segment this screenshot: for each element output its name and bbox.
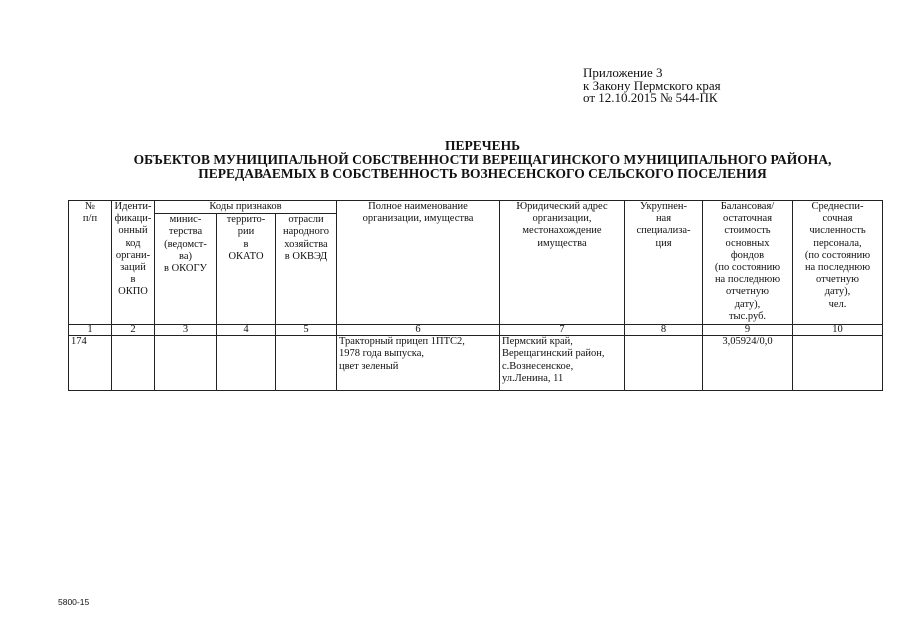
appendix-line-1: Приложение 3 [583, 65, 663, 80]
appendix-line-2: к Закону Пермского края [583, 77, 721, 93]
column-number: 2 [112, 325, 155, 336]
appendix-reference [583, 67, 721, 105]
title-line-3: ПЕРЕДАВАЕМЫХ В СОБСТВЕННОСТЬ ВОЗНЕСЕНСКОГО СЕЛЬСКОГО ПОСЕЛЕНИЯ [198, 166, 767, 181]
title-line-1: ПЕРЕЧЕНЬ [444, 138, 521, 153]
document-title [60, 139, 905, 181]
property-list-table [68, 200, 883, 391]
column-number: 3 [155, 325, 217, 336]
cell-address: Пермский край, Верещагинский район, с.Вознесенское, ул.Ленина, 11 [500, 336, 625, 391]
header-okved: отрасли народного хозяйства в ОКВЭД [276, 214, 337, 325]
footer-code: 5800-15 [58, 597, 90, 607]
header-row-1 [69, 201, 883, 214]
cell-okpo [112, 336, 155, 391]
header-num: № п/п [69, 201, 112, 325]
header-okogu: минис- терства (ведомст- ва) в ОКОГУ [155, 214, 217, 325]
appendix-line-3: от 12.10.2015 № 544-ПК [583, 90, 718, 105]
column-number: 4 [217, 325, 276, 336]
column-number: 9 [703, 325, 793, 336]
header-codes-group: Коды признаков [155, 201, 337, 214]
cell-specialization [625, 336, 703, 391]
cell-okogu [155, 336, 217, 391]
column-number: 5 [276, 325, 337, 336]
column-number: 6 [337, 325, 500, 336]
header-okato: террито- рии в ОКАТО [217, 214, 276, 325]
cell-staff [793, 336, 883, 391]
header-name: Полное наименование организации, имущества [337, 201, 500, 325]
cell-okato [217, 336, 276, 391]
header-okpo: Иденти- фикаци- онный код органи- заций в ОКПО [112, 201, 155, 325]
column-number: 10 [793, 325, 883, 336]
cell-okved [276, 336, 337, 391]
table-row [69, 336, 883, 391]
header-address: Юридический адрес организации, местонахождение имущества [500, 201, 625, 325]
column-number-row [69, 325, 883, 336]
column-number: 1 [69, 325, 112, 336]
header-specialization: Укрупнен- ная специализа- ция [625, 201, 703, 325]
header-staff: Среднеспи- сочная численность персонала, (по состоянию на последнюю отчетную дату), чел. [793, 201, 883, 325]
cell-num: 174 [69, 336, 112, 391]
column-number: 8 [625, 325, 703, 336]
header-balance: Балансовая/ остаточная стоимость основных фондов (по состоянию на последнюю отчетную дату), тыс.руб. [703, 201, 793, 325]
column-number: 7 [500, 325, 625, 336]
title-line-2: ОБЪЕКТОВ МУНИЦИПАЛЬНОЙ СОБСТВЕННОСТИ ВЕРЕЩАГИНСКОГО МУНИЦИПАЛЬНОГО РАЙОНА, [133, 152, 832, 167]
cell-name: Тракторный прицеп 1ПТС2, 1978 года выпуска, цвет зеленый [337, 336, 500, 391]
cell-balance: 3,05924/0,0 [703, 336, 793, 391]
